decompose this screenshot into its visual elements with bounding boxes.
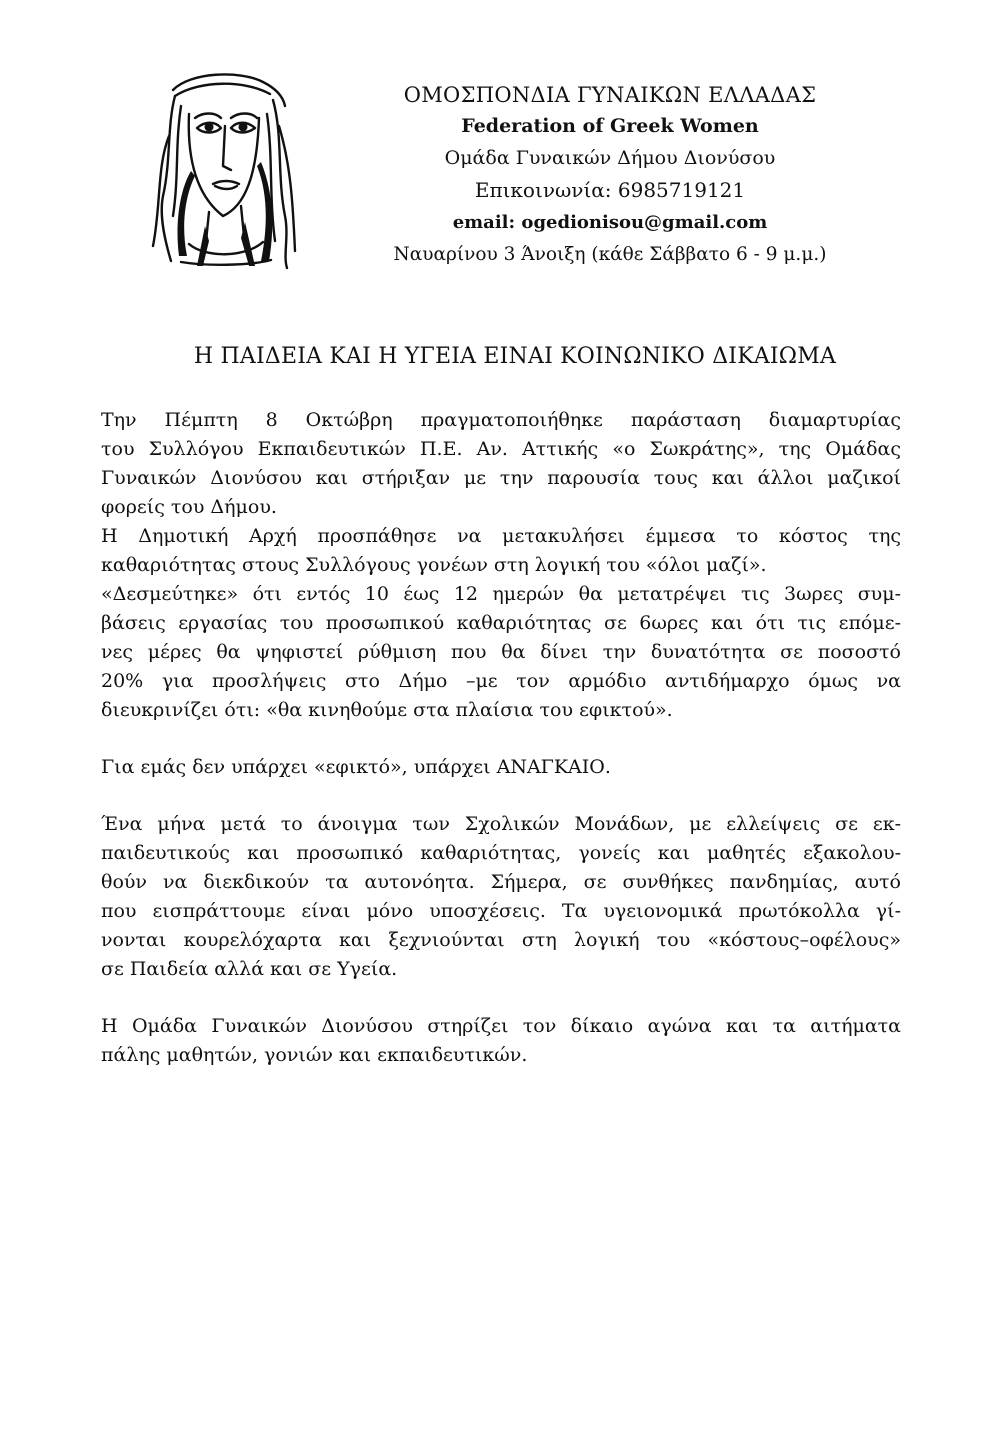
organization-name-english: Federation of Greek Women [461,115,759,137]
text-line: σε Παιδεία αλλά και σε Υγεία. [101,958,398,980]
text-line: «Δεσμεύτηκε» ότι εντός 10 έως 12 ημερών θα μετατρέψει τις 3ωρες συμ- [101,583,901,605]
text-line: θούν να διεκδικούν τα αυτονόητα. Σήμερα, σε συνθήκες πανδημίας, αυτό [101,871,901,893]
paragraph-2 [101,522,901,580]
document-title: Η ΠΑΙΔΕΙΑ ΚΑΙ Η ΥΓΕΙΑ ΕΙΝΑΙ ΚΟΙΝΩΝΙΚΟ ΔΙΚΑΙΩΜΑ [193,344,837,369]
text-line: φορείς του Δήμου. [101,496,277,518]
text-line: που εισπράττουμε είναι μόνο υποσχέσεις. Τα υγειονομικά πρωτόκολλα γί- [101,900,901,922]
text-line: βάσεις εργασίας του προσωπικού καθαριότητας σε 6ωρες και ότι τις επόμε- [101,612,901,634]
woman-face-logo-icon [145,66,300,271]
paragraph-3 [101,580,901,725]
paragraph-6 [101,1012,901,1070]
text-line: διευκρινίζει ότι: «θα κινηθούμε στα πλαίσια του εφικτού». [101,699,673,721]
paragraph-5 [101,810,901,984]
text-line: Η Ομάδα Γυναικών Διονύσου στηρίζει τον δίκαιο αγώνα και τα αιτήματα [101,1015,901,1037]
text-line: παιδευτικούς και προσωπικό καθαριότητας, γονείς και μαθητές εξακολου- [101,842,901,864]
address: Ναυαρίνου 3 Άνοιξη (κάθε Σάββατο 6 - 9 μ.μ.) [393,244,827,265]
paragraph-1 [101,406,901,522]
paragraph-4 [101,753,901,782]
text-line: Η Δημοτική Αρχή προσπάθησε να μετακυλήσει έμμεσα το κόστος της [101,525,901,547]
text-line: Ένα μήνα μετά το άνοιγμα των Σχολικών Μονάδων, με ελλείψεις σε εκ- [101,813,901,835]
text-line: νες μέρες θα ψηφιστεί ρύθμιση που θα δίνει την δυνατότητα σε ποσοστό [101,641,901,663]
letterhead [360,80,860,271]
text-line: Γυναικών Διονύσου και στήριξαν με την παρουσία τους και άλλοι μαζικοί [101,467,901,489]
contact-email: email: ogedionisou@gmail.com [452,212,768,233]
contact-phone: Επικοινωνία: 6985719121 [474,178,746,202]
text-line: νονται κουρελόχαρτα και ξεχνιούνται στη λογική του «κόστους–οφέλους» [101,929,901,951]
text-line: Την Πέμπτη 8 Οκτώβρη πραγματοποιήθηκε παράσταση διαμαρτυρίας [101,409,901,431]
group-name: Ομάδα Γυναικών Δήμου Διονύσου [444,147,776,169]
text-line: καθαριότητας στους Συλλόγους γονέων στη λογική του «όλοι μαζί». [101,554,767,576]
text-line: Για εμάς δεν υπάρχει «εφικτό», υπάρχει ΑΝΑΓΚΑΙΟ. [101,756,611,778]
organization-name: ΟΜΟΣΠΟΝΔΙΑ ΓΥΝΑΙΚΩΝ ΕΛΛΑΔΑΣ [403,83,817,107]
text-line: πάλης μαθητών, γονιών και εκπαιδευτικών. [101,1044,528,1066]
document-body [101,406,901,1070]
text-line: του Συλλόγου Εκπαιδευτικών Π.Ε. Αν. Αττικής «ο Σωκράτης», της Ομάδας [101,438,901,460]
text-line: 20% για προσλήψεις στο Δήμο –με τον αρμόδιο αντιδήμαρχο όμως να [101,670,901,692]
